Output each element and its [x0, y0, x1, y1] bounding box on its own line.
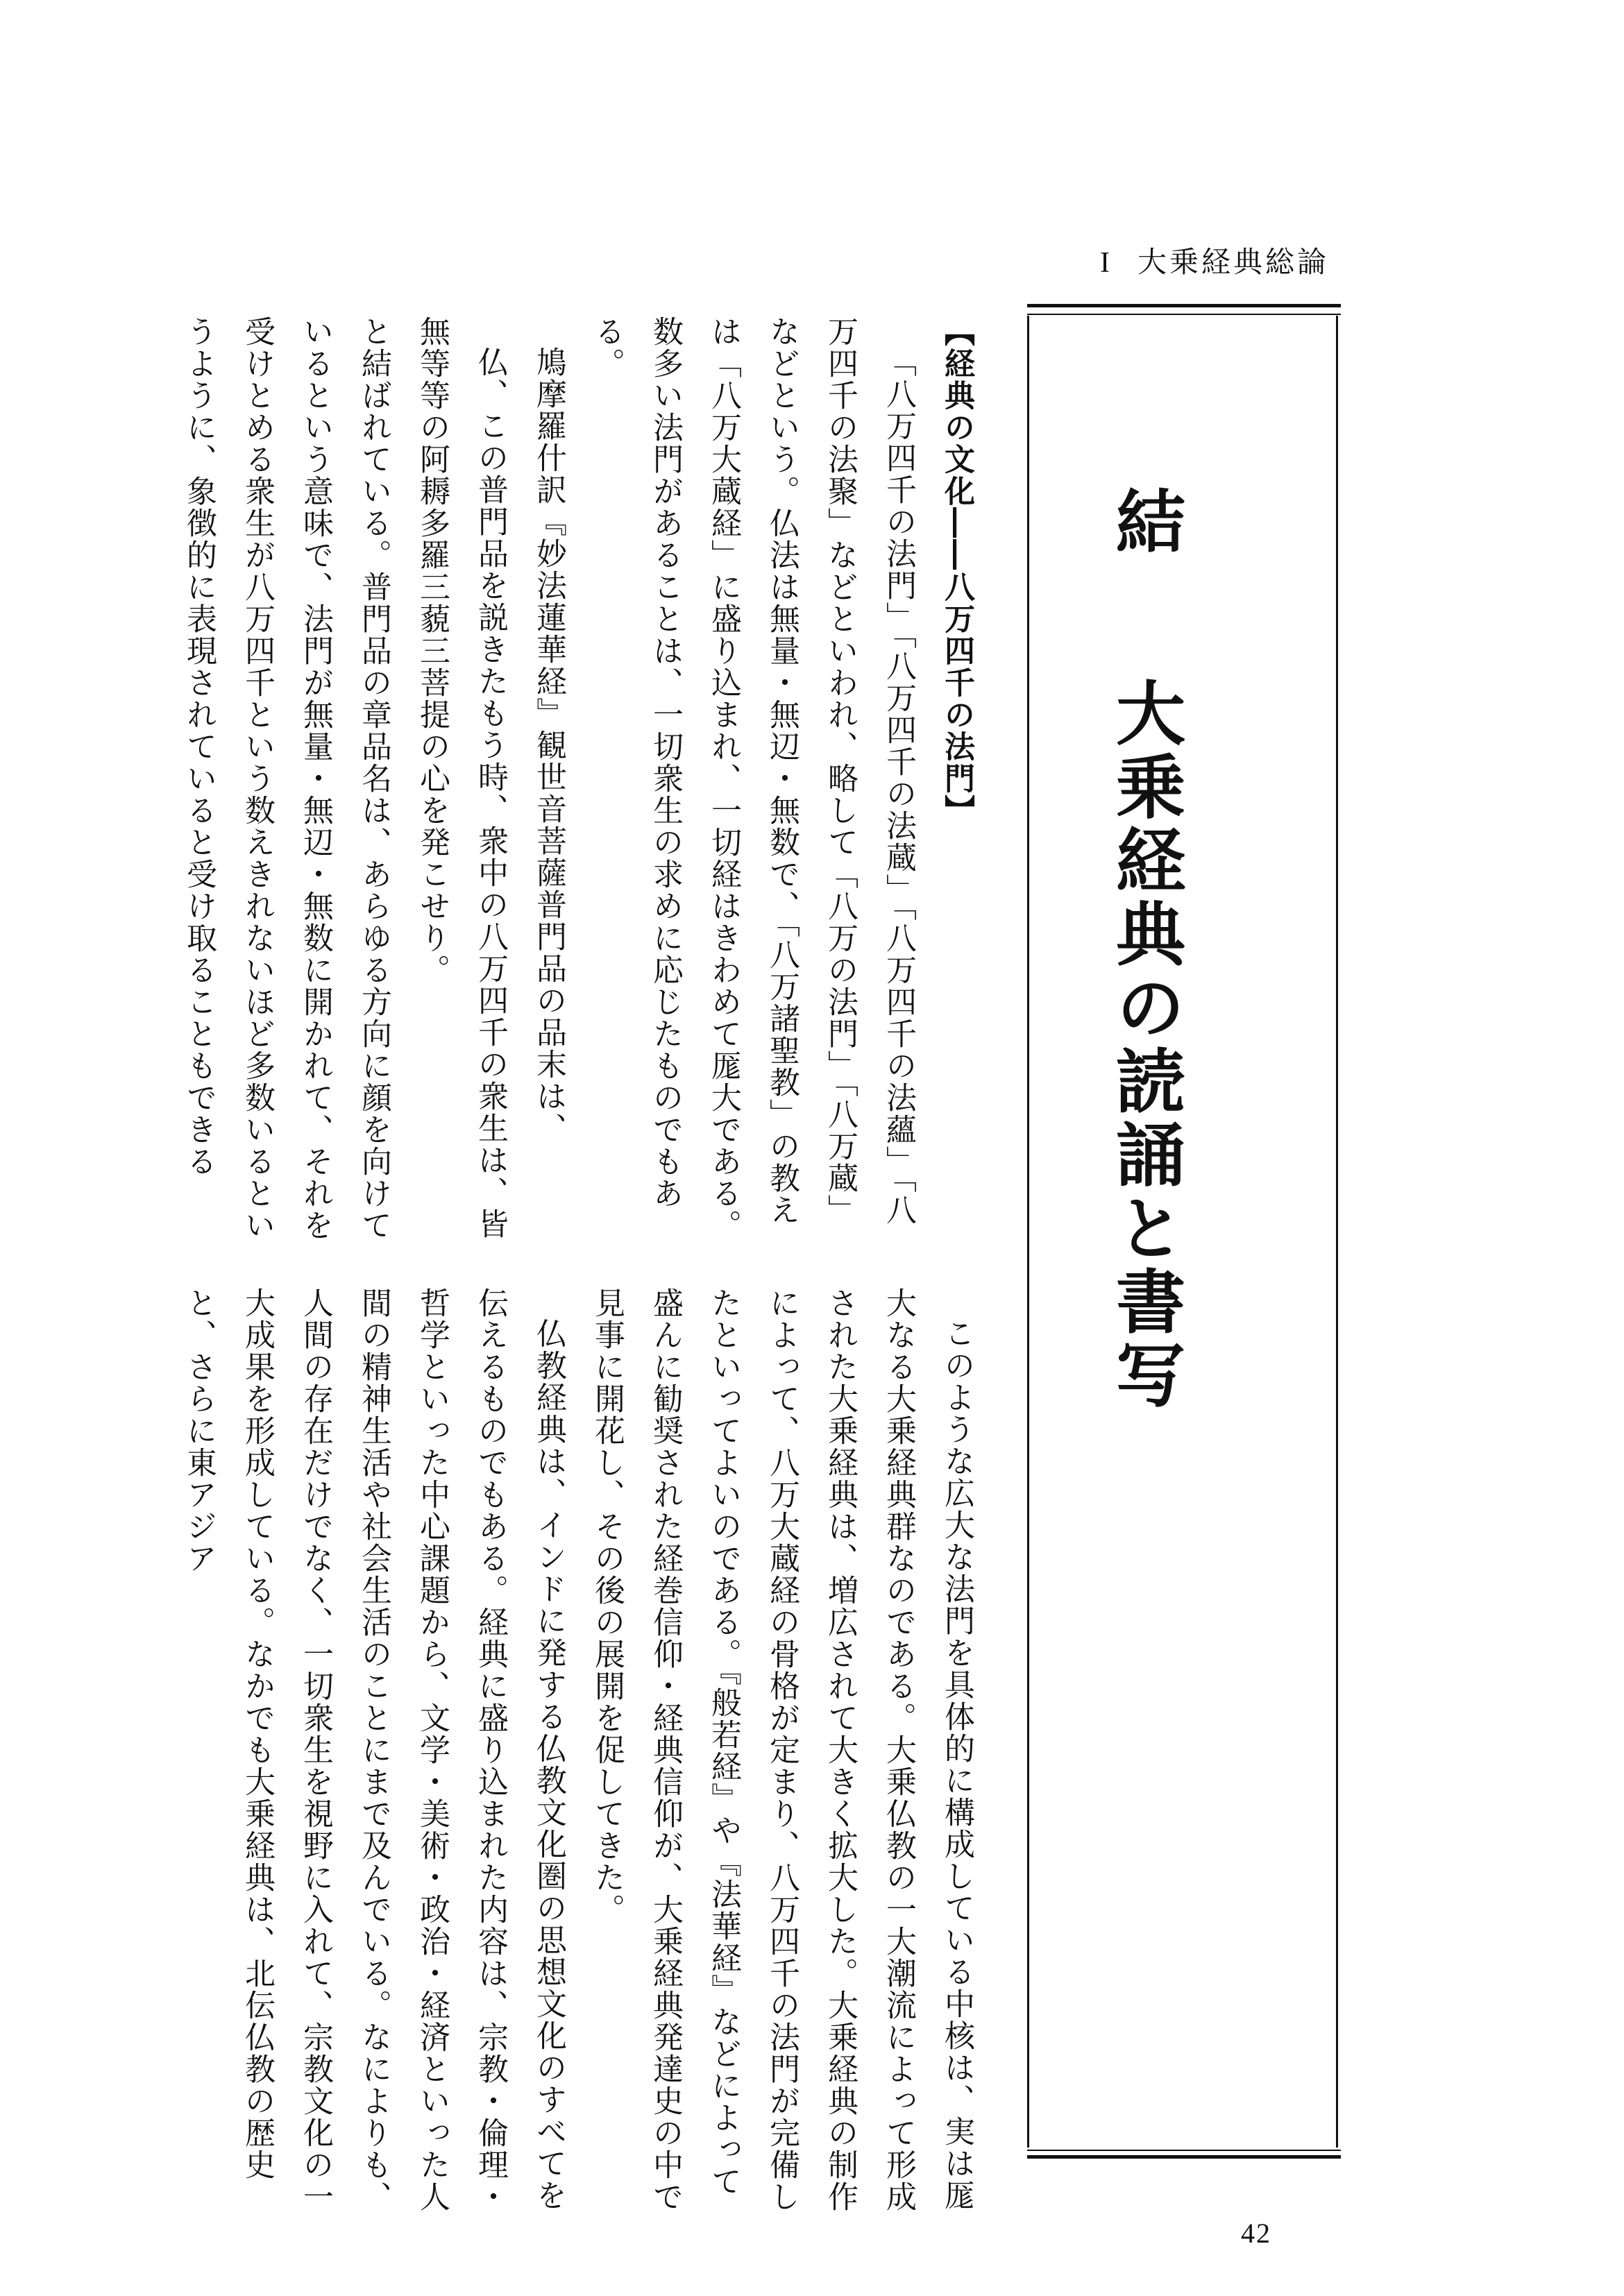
paragraph: 仏教経典は、インドに発する仏教文化圏の思想文化のすべてを伝えるものでもある。経典に盛り込まれた内容は、宗教・倫理・哲学といった中心課題から、文学・美術・政治・経済といった人間の精神生活や社会生活のことにまで及んでいる。なによりも、人間の存在だけでなく、一切衆生を視野に入れて、宗教文化の一大成果を形成している。なかでも大乗経典は、北伝仏教の歴史と、さらに東アジア	[181, 1287, 566, 2213]
frame-bottom-rule	[1027, 2155, 1341, 2159]
upper-text-block	[169, 316, 986, 1252]
paragraph: と結ばれている。普門品の章品名は、あらゆる方向に顔を向けているという意味で、法門が無量・無辺・無数に開かれて、それを受けとめる衆生が八万四千という数えきれないほど多数いるというように、象徴的に表現されていると受け取ることもできる	[181, 316, 391, 1241]
quotation: 仏、この普門品を説きたもう時、衆中の八万四千の衆生は、皆無等等の阿耨多羅三藐三菩提の心を発こせり。	[414, 316, 508, 1240]
running-header	[1100, 239, 1329, 281]
paragraph: 鳩摩羅什訳『妙法蓮華経』観世音菩薩普門品の品末は、	[531, 346, 566, 1144]
section-title: 大乗経典総論	[1137, 245, 1330, 279]
page-number: 42	[1241, 2218, 1271, 2249]
paragraph: 「八万四千の法門」「八万四千の法蔵」「八万四千の法蘊」「八万四千の法聚」などといわれ、略して「八万の法門」「八万蔵」などという。仏法は無量・無辺・無数で、「八万諸聖教」の教えは「八万大蔵経」に盛り込まれ、一切経はきわめて厖大である。数多い法門があることは、一切衆生の求めに応じたものでもある。	[589, 316, 916, 1241]
chapter-mark: 結	[1104, 486, 1186, 559]
frame-top-inner-rule	[1027, 314, 1341, 315]
section-number: I	[1100, 247, 1113, 279]
chapter-title	[1104, 486, 1186, 1413]
frame-top-rule	[1027, 304, 1341, 307]
paragraph: このような広大な法門を具体的に構成している中核は、実は厖大なる大乗経典群なのである。大乗仏教の一大潮流によって形成された大乗経典は、増広されて大きく拡大した。大乗経典の制作によって、八万大蔵経の骨格が定まり、八万四千の法門が完備したといってよいのである。『般若経』や『法華経』などによって盛んに勧奨された経巻信仰・経典信仰が、大乗経典発達史の中で見事に開花し、その後の展開を促してきた。	[589, 1287, 974, 2213]
lower-text-block	[169, 1287, 986, 2213]
chapter-title-text: 大乗経典の読誦と書写	[1104, 677, 1186, 1413]
frame-bottom-inner-rule	[1027, 2150, 1341, 2151]
section-heading: 【経典の文化――八万四千の法門】	[939, 316, 974, 826]
